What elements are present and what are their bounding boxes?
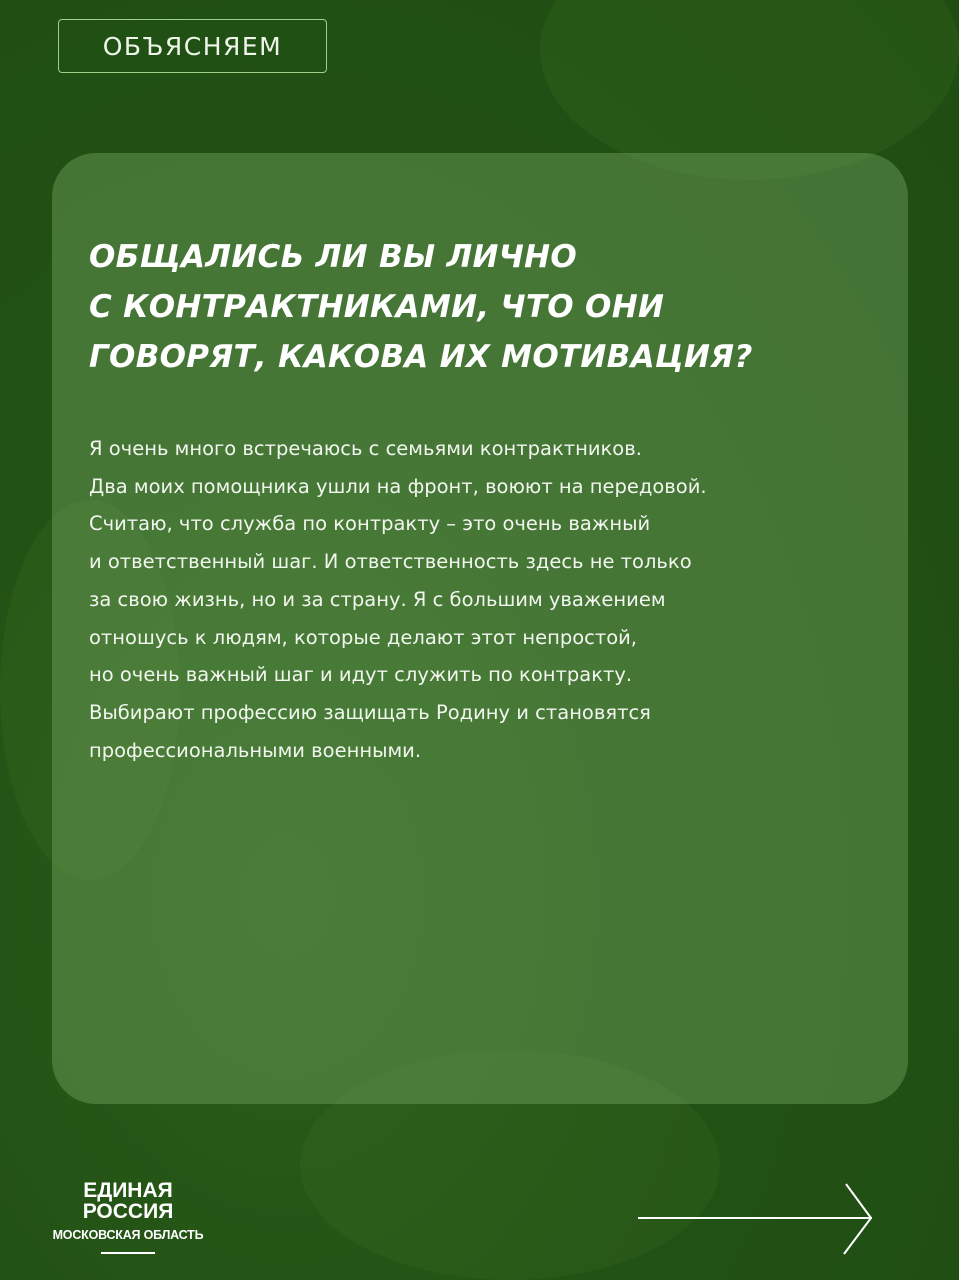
- title-line: ГОВОРЯТ, КАКОВА ИХ МОТИВАЦИЯ?: [89, 339, 753, 375]
- body-line: Я очень много встречаюсь с семьями контрактников.: [89, 437, 642, 460]
- body-line: профессиональными военными.: [89, 738, 422, 762]
- logo-underline: [101, 1252, 155, 1254]
- body-line: Выбирают профессию защищать Родину и становятся: [89, 700, 651, 724]
- title-line: ОБЩАЛИСЬ ЛИ ВЫ ЛИЧНО: [89, 239, 577, 275]
- title-line: С КОНТРАКТНИКАМИ, ЧТО ОНИ: [89, 289, 665, 325]
- body-line: Два моих помощника ушли на фронт, воюют на передовой.: [89, 474, 707, 498]
- body-line: за свою жизнь, но и за страну. Я с большим уважением: [89, 587, 666, 611]
- category-tag: ОБЪЯСНЯЕМ: [58, 19, 327, 73]
- body-line: но очень важный шаг и идут служить по контракту.: [89, 663, 633, 687]
- logo-line2: РОССИЯ: [82, 1200, 174, 1223]
- body-line: отношусь к людям, которые делают этот непростой,: [89, 625, 638, 649]
- logo-line1: ЕДИНАЯ: [83, 1179, 173, 1202]
- question-title: [89, 232, 869, 382]
- body-line: и ответственный шаг. И ответственность здесь не только: [89, 550, 692, 574]
- arrow-right-icon[interactable]: [636, 1182, 876, 1256]
- party-logo: [50, 1180, 206, 1254]
- answer-text: [89, 430, 879, 769]
- body-line: Считаю, что служба по контракту – это очень важный: [89, 512, 651, 536]
- logo-region: МОСКОВСКАЯ ОБЛАСТЬ: [52, 1228, 204, 1242]
